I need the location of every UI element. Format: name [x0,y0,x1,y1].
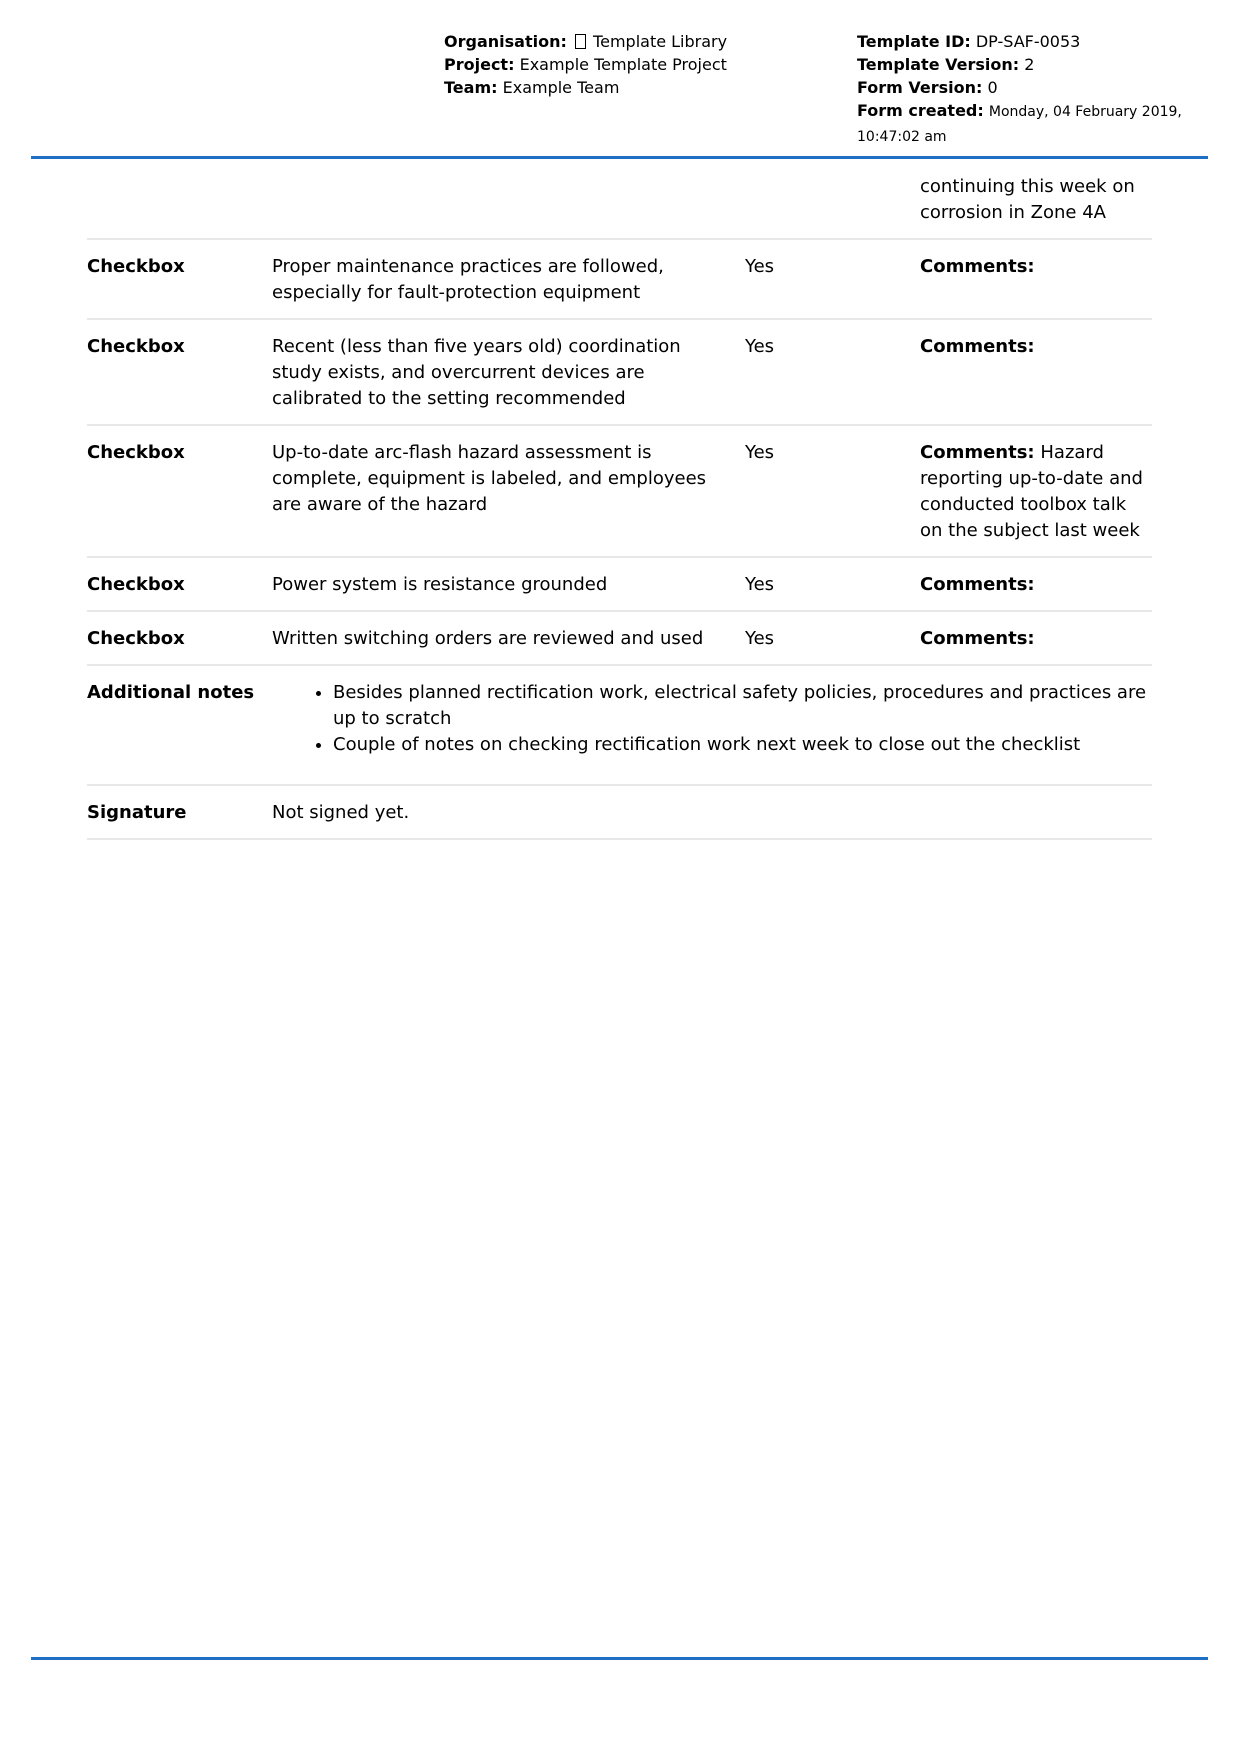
additional-notes-label: Additional notes [87,665,272,785]
template-id-label: Template ID: [857,32,971,51]
row-question: Proper maintenance practices are followed, especially for fault-protection equipment [272,239,745,319]
form-created-line [857,99,1207,149]
additional-notes-row [87,665,1152,785]
row-comments [920,611,1152,665]
header-divider [31,156,1208,159]
table-row [87,557,1152,611]
form-version-line [857,76,1207,99]
row-question: Up-to-date arc-flash hazard assessment is complete, equipment is labeled, and employees are aware of the hazard [272,425,745,557]
row-answer: Yes [745,319,920,425]
checklist-content [87,160,1152,840]
table-row [87,425,1152,557]
organisation-value: Template Library [593,32,728,51]
row-type: Checkbox [87,611,272,665]
row-answer: Yes [745,557,920,611]
template-version-line [857,53,1207,76]
continuation-comment: continuing this week on corrosion in Zone 4A [920,160,1152,239]
row-comments [920,319,1152,425]
building-icon [575,34,586,49]
row-question: Written switching orders are reviewed and used [272,611,745,665]
additional-notes-cell [272,665,1152,785]
template-id-value: DP-SAF-0053 [975,32,1081,51]
comments-label: Comments: [920,336,1035,357]
signature-value: Not signed yet. [272,785,1152,839]
table-row [87,239,1152,319]
template-version-value: 2 [1024,55,1035,74]
header-template-info [857,30,1207,149]
row-answer: Yes [745,425,920,557]
project-value: Example Template Project [519,55,727,74]
row-question: Recent (less than five years old) coordination study exists, and overcurrent devices are calibrated to the setting recommended [272,319,745,425]
form-created-label: Form created: [857,101,984,120]
form-version-label: Form Version: [857,78,983,97]
team-line [444,76,727,99]
team-label: Team: [444,78,498,97]
comments-text: Hazard reporting up-to-date and conducted toolbox talk on the subject last week [920,442,1143,541]
template-id-line [857,30,1207,53]
row-comments [920,557,1152,611]
table-row [87,611,1152,665]
row-question: Power system is resistance grounded [272,557,745,611]
team-value: Example Team [502,78,620,97]
additional-notes-list [272,680,1152,758]
table-row [87,319,1152,425]
list-item: • Besides planned rectification work, electrical safety policies, procedures and practices are up to scratch [333,680,1152,732]
signature-label: Signature [87,785,272,839]
organisation-label: Organisation: [444,32,567,51]
checklist-table [87,160,1152,840]
comments-label: Comments: [920,574,1035,595]
list-item: • Couple of notes on checking rectification work next week to close out the checklist [333,732,1152,758]
table-row-continuation [87,160,1152,239]
comments-label: Comments: [920,442,1035,463]
row-type: Checkbox [87,425,272,557]
organisation-line [444,30,727,53]
form-version-value: 0 [987,78,998,97]
row-type: Checkbox [87,319,272,425]
row-type: Checkbox [87,557,272,611]
header-org-info [444,30,727,99]
row-comments [920,425,1152,557]
row-comments [920,239,1152,319]
page-header [0,0,1239,158]
project-label: Project: [444,55,515,74]
row-type: Checkbox [87,239,272,319]
comments-label: Comments: [920,628,1035,649]
footer-divider [31,1657,1208,1660]
row-answer: Yes [745,611,920,665]
project-line [444,53,727,76]
template-version-label: Template Version: [857,55,1020,74]
row-answer: Yes [745,239,920,319]
form-created-value: Monday, 04 February 2019, 10:47:02 am [857,104,1182,145]
signature-row [87,785,1152,839]
comments-label: Comments: [920,256,1035,277]
